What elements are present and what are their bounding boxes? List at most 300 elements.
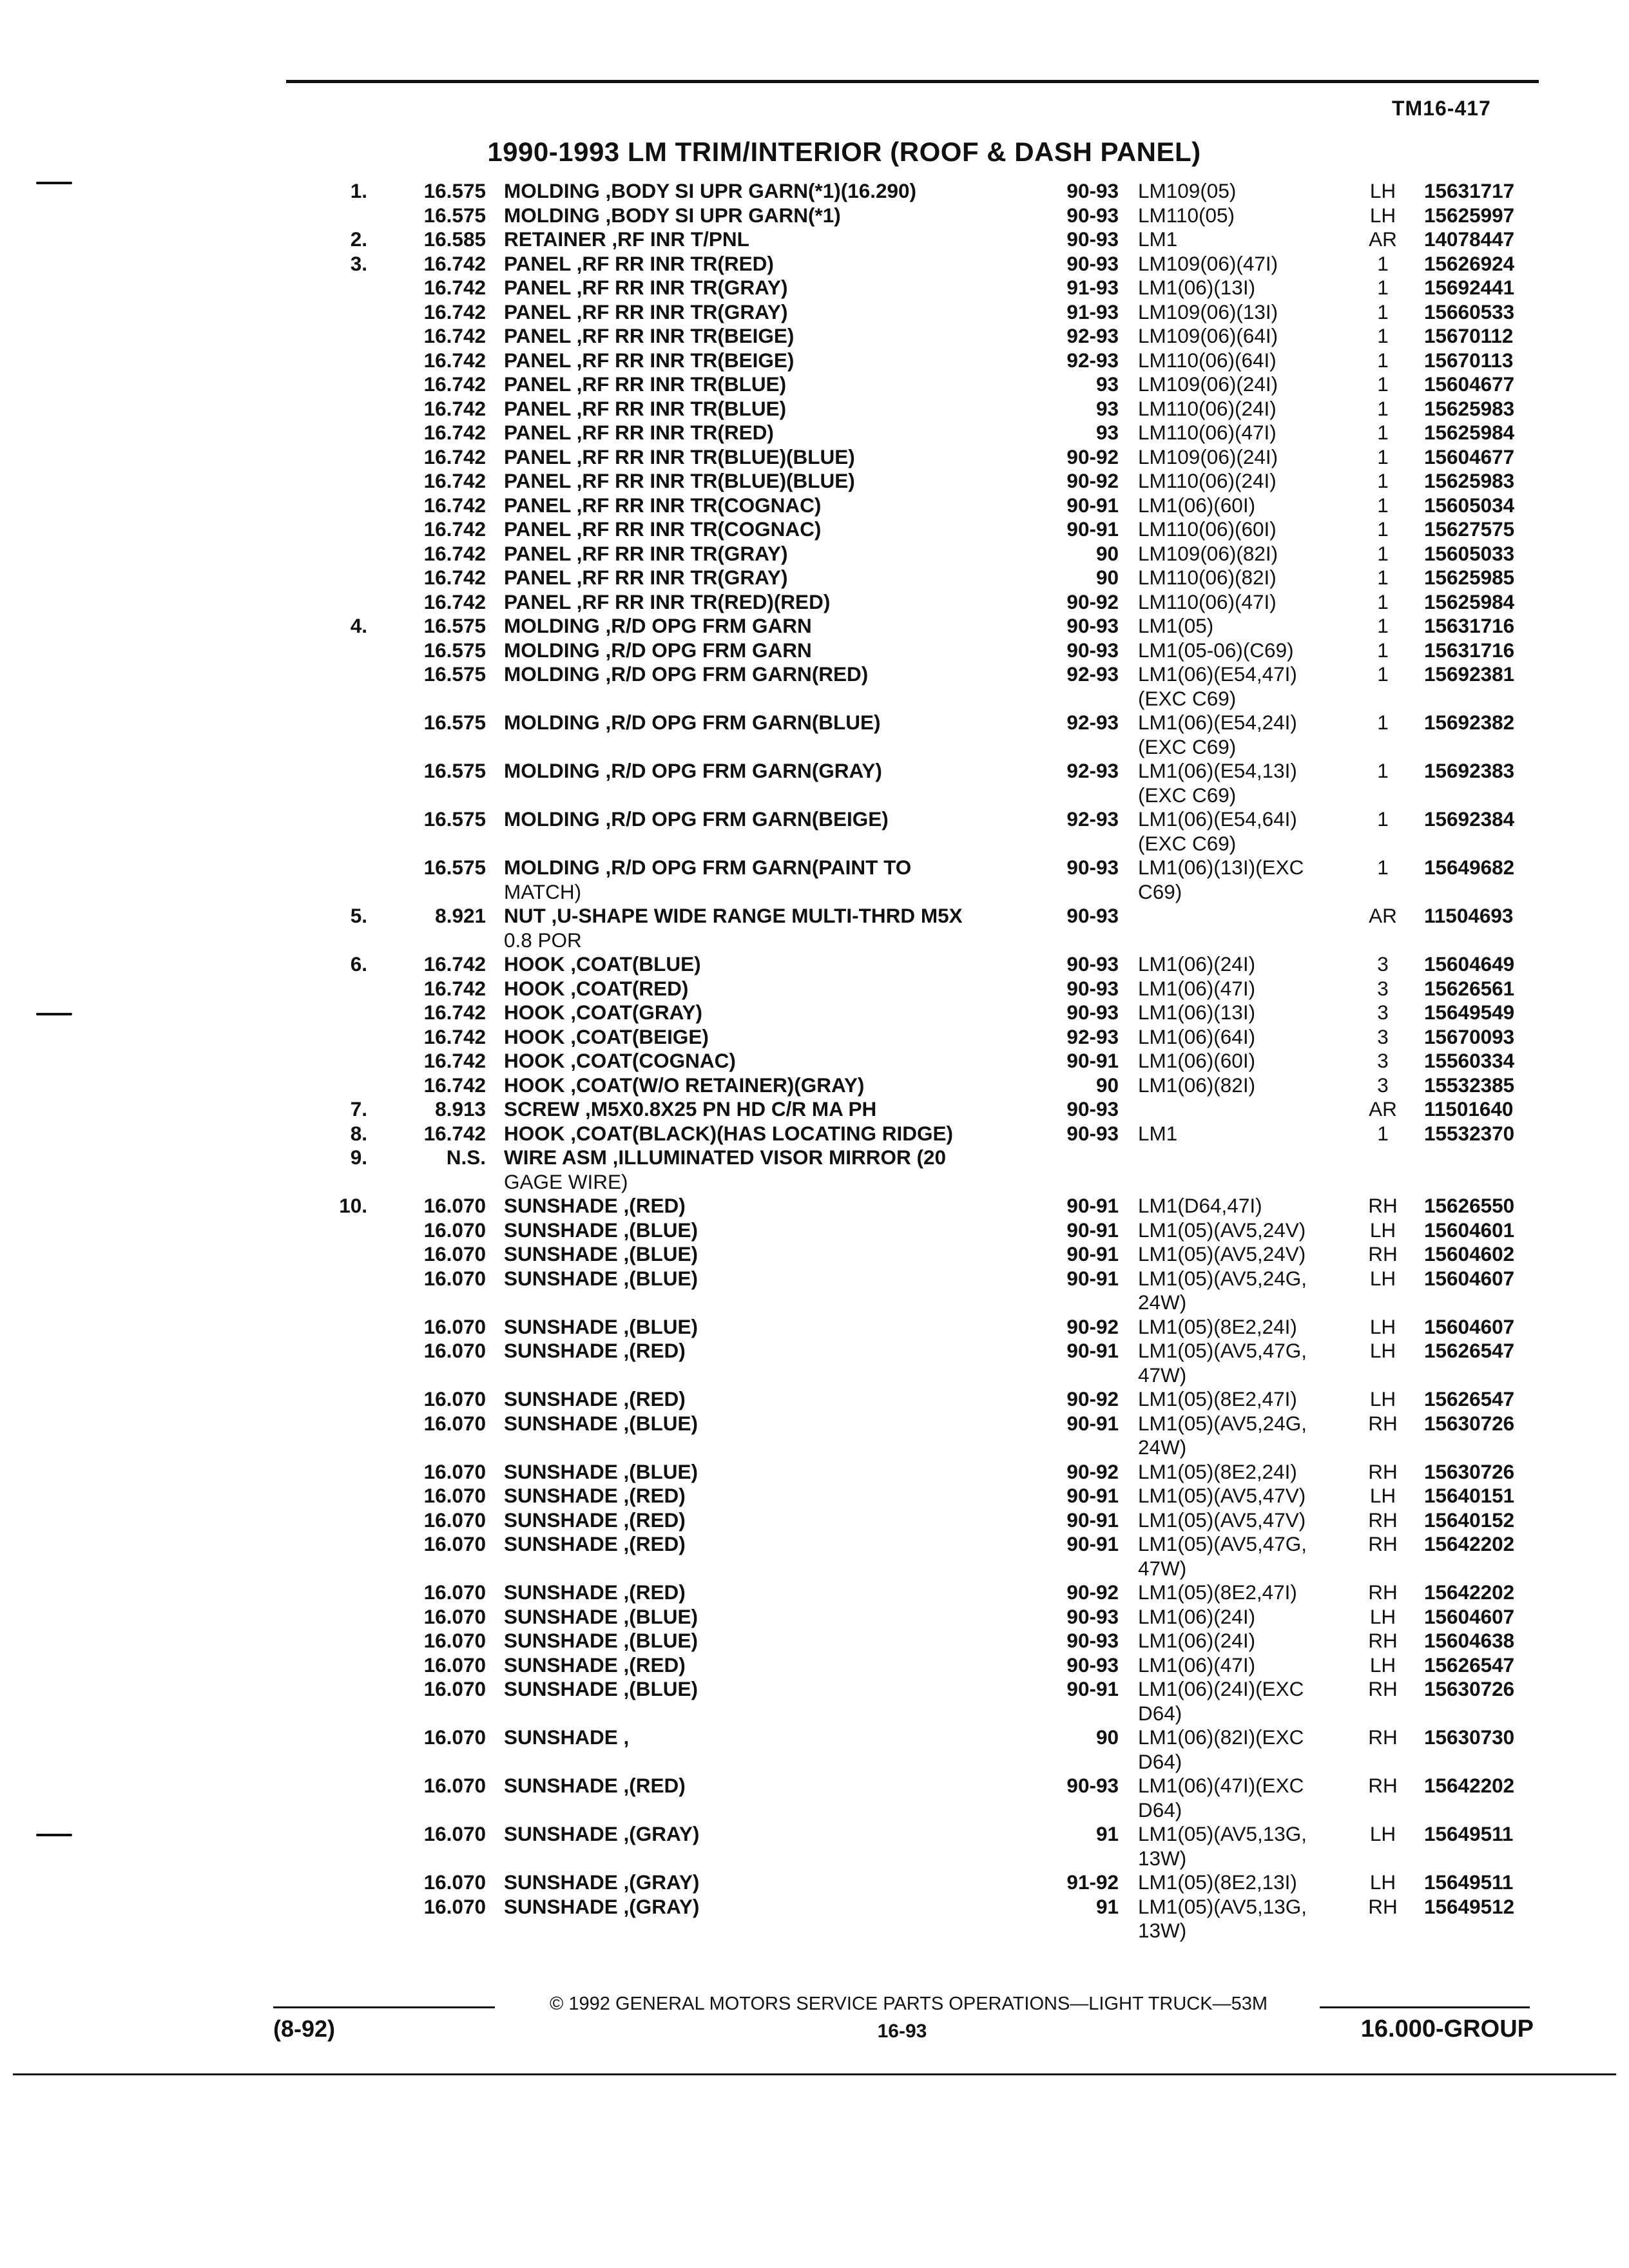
model-years: 90 xyxy=(1095,541,1119,565)
application: LM109(06)(24I) xyxy=(1138,445,1278,468)
quantity: LH xyxy=(1369,1870,1396,1894)
quantity: 1 xyxy=(1377,566,1389,589)
table-row xyxy=(0,372,1629,397)
part-number: 15625984 xyxy=(1424,421,1515,444)
part-description: MOLDING ,R/D OPG FRM GARN(GRAY) xyxy=(504,759,882,782)
quantity: 3 xyxy=(1377,976,1389,1000)
application: LM1(06)(13I)(EXC xyxy=(1138,856,1304,879)
application: LM110(06)(60I) xyxy=(1138,517,1277,541)
model-years: 92-93 xyxy=(1066,1024,1119,1048)
group-number: 16.070 xyxy=(423,1411,486,1435)
part-number: 15642202 xyxy=(1424,1532,1515,1555)
table-row xyxy=(0,421,1629,445)
group-number: 16.742 xyxy=(423,952,486,975)
quantity: 3 xyxy=(1377,1024,1389,1048)
table-row xyxy=(0,517,1629,542)
group-number: 16.575 xyxy=(423,759,486,782)
part-number: 15604677 xyxy=(1424,445,1515,468)
part-number: 15605033 xyxy=(1424,541,1515,565)
application: LM1(D64,47I) xyxy=(1138,1194,1262,1217)
group-number: 16.742 xyxy=(423,493,486,517)
part-number: 15604677 xyxy=(1424,372,1515,396)
model-years: 90-92 xyxy=(1066,1314,1119,1338)
model-years: 90-92 xyxy=(1066,445,1119,468)
model-years: 90-91 xyxy=(1066,1484,1119,1507)
group-number: 16.575 xyxy=(423,807,486,831)
part-description: SUNSHADE ,(BLUE) xyxy=(504,1242,699,1265)
application-continued: C69) xyxy=(1138,879,1182,903)
table-row xyxy=(0,1073,1629,1098)
quantity: 1 xyxy=(1377,711,1389,734)
group-number: 16.070 xyxy=(423,1629,486,1652)
part-description: HOOK ,COAT(BEIGE) xyxy=(504,1024,709,1048)
model-years: 90-91 xyxy=(1066,1218,1119,1242)
group-number: 16.742 xyxy=(423,324,486,347)
part-number: 15627575 xyxy=(1424,517,1515,541)
model-years: 90-93 xyxy=(1066,1604,1119,1628)
page-number: 16-93 xyxy=(877,2021,927,2042)
application: LM109(05) xyxy=(1138,179,1237,202)
application: LM1(06)(82I)(EXC xyxy=(1138,1725,1304,1749)
table-row xyxy=(0,614,1629,639)
table-row xyxy=(0,807,1629,856)
part-description: SCREW ,M5X0.8X25 PN HD C/R MA PH xyxy=(504,1097,877,1120)
application-continued: (EXC C69) xyxy=(1138,735,1237,758)
quantity: RH xyxy=(1368,1532,1398,1555)
table-row xyxy=(0,952,1629,977)
model-years: 93 xyxy=(1095,421,1119,444)
model-years: 93 xyxy=(1095,372,1119,396)
model-years: 91 xyxy=(1095,1894,1119,1918)
part-description: SUNSHADE ,(BLUE) xyxy=(504,1314,699,1338)
model-years: 92-93 xyxy=(1066,711,1119,734)
part-number: 15604649 xyxy=(1424,952,1515,975)
table-row xyxy=(0,494,1629,518)
application: LM1(06)(E54,13I) xyxy=(1138,759,1297,782)
application-continued: 47W) xyxy=(1138,1363,1187,1387)
table-row xyxy=(0,662,1629,711)
part-description: SUNSHADE ,(BLUE) xyxy=(504,1629,699,1652)
table-row xyxy=(0,1122,1629,1146)
item-number: 2. xyxy=(350,227,367,251)
application: LM1(06)(24I) xyxy=(1138,952,1256,975)
part-number: 15604607 xyxy=(1424,1314,1515,1338)
table-row xyxy=(0,1387,1629,1412)
part-description: SUNSHADE ,(BLUE) xyxy=(504,1677,699,1700)
part-number: 11504693 xyxy=(1424,904,1514,927)
part-description: PANEL ,RF RR INR TR(GRAY) xyxy=(504,566,788,589)
application: LM1(05)(AV5,24V) xyxy=(1138,1218,1306,1242)
quantity: 1 xyxy=(1377,807,1389,831)
part-description: PANEL ,RF RR INR TR(BLUE)(BLUE) xyxy=(504,469,855,492)
quantity: LH xyxy=(1369,1314,1396,1338)
model-years: 90-93 xyxy=(1066,952,1119,975)
part-number: 15631716 xyxy=(1424,638,1515,662)
part-number: 15692382 xyxy=(1424,711,1515,734)
group-number: 16.742 xyxy=(423,976,486,1000)
quantity: 1 xyxy=(1377,1121,1389,1145)
part-number: 15649549 xyxy=(1424,1001,1515,1024)
table-row xyxy=(0,590,1629,615)
part-description: SUNSHADE ,(BLUE) xyxy=(504,1411,699,1435)
quantity: 1 xyxy=(1377,421,1389,444)
margin-mark xyxy=(36,1834,72,1839)
table-row xyxy=(0,566,1629,590)
part-description: MOLDING ,R/D OPG FRM GARN xyxy=(504,638,812,662)
group-number: 8.913 xyxy=(435,1097,486,1120)
model-years: 90-92 xyxy=(1066,1387,1119,1410)
group-number: 16.742 xyxy=(423,372,486,396)
part-number: 15642202 xyxy=(1424,1581,1515,1604)
footer-rule-right xyxy=(1320,2006,1530,2008)
table-row xyxy=(0,1484,1629,1508)
group-number: 16.742 xyxy=(423,251,486,275)
part-description: SUNSHADE , xyxy=(504,1725,630,1749)
model-years: 90-91 xyxy=(1066,517,1119,541)
group-number: 16.070 xyxy=(423,1484,486,1507)
part-number: 15640152 xyxy=(1424,1508,1515,1532)
application-continued: D64) xyxy=(1138,1749,1182,1773)
part-number: 15692383 xyxy=(1424,759,1515,782)
quantity: RH xyxy=(1368,1459,1398,1483)
table-row xyxy=(0,349,1629,373)
part-number: 15604607 xyxy=(1424,1604,1515,1628)
part-description: PANEL ,RF RR INR TR(COGNAC) xyxy=(504,517,822,541)
part-number: 14078447 xyxy=(1424,227,1515,251)
quantity: 1 xyxy=(1377,251,1389,275)
application: LM1(05)(8E2,13I) xyxy=(1138,1870,1297,1894)
application: LM1(05)(AV5,24G, xyxy=(1138,1266,1307,1290)
group-number: 16.742 xyxy=(423,1049,486,1072)
group-number: 16.575 xyxy=(423,662,486,686)
group-number: 16.070 xyxy=(423,1774,486,1797)
application: LM110(06)(82I) xyxy=(1138,566,1277,589)
application: LM1(05)(8E2,24I) xyxy=(1138,1459,1297,1483)
quantity: 1 xyxy=(1377,324,1389,347)
part-description: PANEL ,RF RR INR TR(BEIGE) xyxy=(504,348,795,372)
quantity: RH xyxy=(1368,1725,1398,1749)
quantity: 1 xyxy=(1377,662,1389,686)
quantity: LH xyxy=(1369,1822,1396,1845)
parts-table xyxy=(0,179,1629,1943)
application-continued: 47W) xyxy=(1138,1556,1187,1580)
application: LM1(06)(24I) xyxy=(1138,1604,1256,1628)
model-years: 92-93 xyxy=(1066,324,1119,347)
group-number: 16.575 xyxy=(423,856,486,879)
part-description: PANEL ,RF RR INR TR(GRAY) xyxy=(504,541,788,565)
part-description: SUNSHADE ,(RED) xyxy=(504,1508,686,1532)
quantity: LH xyxy=(1369,1484,1396,1507)
part-description: SUNSHADE ,(RED) xyxy=(504,1194,686,1217)
quantity: LH xyxy=(1369,1653,1396,1677)
footer-date: (8-92) xyxy=(273,2015,336,2042)
part-number: 15626547 xyxy=(1424,1339,1515,1362)
application: LM109(06)(24I) xyxy=(1138,372,1278,396)
margin-mark xyxy=(36,182,72,187)
part-description: PANEL ,RF RR INR TR(RED) xyxy=(504,421,774,444)
quantity: LH xyxy=(1369,179,1396,202)
bottom-rule xyxy=(13,2073,1616,2075)
model-years: 90-93 xyxy=(1066,638,1119,662)
table-row xyxy=(0,1194,1629,1218)
part-number: 15625985 xyxy=(1424,566,1515,589)
application: LM1(06)(13I) xyxy=(1138,276,1256,299)
quantity: 3 xyxy=(1377,1049,1389,1072)
quantity: 1 xyxy=(1377,276,1389,299)
table-row xyxy=(0,1025,1629,1050)
group-label: 16.000-GROUP xyxy=(1360,2015,1534,2042)
part-description: SUNSHADE ,(GRAY) xyxy=(504,1870,700,1894)
part-number: 15631716 xyxy=(1424,614,1515,637)
group-number: 16.575 xyxy=(423,179,486,202)
application: LM1(05)(8E2,24I) xyxy=(1138,1314,1297,1338)
model-years: 90-91 xyxy=(1066,1194,1119,1217)
part-number: 15560334 xyxy=(1424,1049,1515,1072)
part-description: HOOK ,COAT(W/O RETAINER)(GRAY) xyxy=(504,1073,865,1097)
model-years: 90-93 xyxy=(1066,1774,1119,1797)
part-description: PANEL ,RF RR INR TR(GRAY) xyxy=(504,276,788,299)
part-number: 15670093 xyxy=(1424,1024,1515,1048)
group-number: 16.742 xyxy=(423,469,486,492)
quantity: RH xyxy=(1368,1508,1398,1532)
table-row xyxy=(0,904,1629,952)
model-years: 90-91 xyxy=(1066,1242,1119,1265)
item-number: 1. xyxy=(350,179,367,202)
group-number: 16.742 xyxy=(423,1001,486,1024)
application: LM109(06)(47I) xyxy=(1138,251,1278,275)
table-row xyxy=(0,977,1629,1001)
application: LM109(06)(64I) xyxy=(1138,324,1278,347)
table-row xyxy=(0,1097,1629,1122)
part-number: 15649682 xyxy=(1424,856,1515,879)
model-years: 90-93 xyxy=(1066,904,1119,927)
part-number: 15604607 xyxy=(1424,1266,1515,1290)
quantity: RH xyxy=(1368,1411,1398,1435)
part-number: 15626561 xyxy=(1424,976,1515,1000)
part-number: 15692384 xyxy=(1424,807,1515,831)
table-row xyxy=(0,542,1629,566)
application: LM1(06)(60I) xyxy=(1138,493,1256,517)
group-number: 16.070 xyxy=(423,1870,486,1894)
quantity: 1 xyxy=(1377,396,1389,420)
group-number: 16.070 xyxy=(423,1822,486,1845)
quantity: RH xyxy=(1368,1242,1398,1265)
application-continued: 13W) xyxy=(1138,1846,1187,1870)
part-number: 15625997 xyxy=(1424,203,1515,227)
application: LM1(05)(AV5,24G, xyxy=(1138,1411,1307,1435)
part-description: SUNSHADE ,(BLUE) xyxy=(504,1604,699,1628)
table-row xyxy=(0,179,1629,204)
part-number: 15630726 xyxy=(1424,1411,1515,1435)
part-description: PANEL ,RF RR INR TR(BLUE)(BLUE) xyxy=(504,445,855,468)
part-description: PANEL ,RF RR INR TR(BLUE) xyxy=(504,372,787,396)
part-description-continued: GAGE WIRE) xyxy=(504,1169,628,1193)
part-description: SUNSHADE ,(BLUE) xyxy=(504,1218,699,1242)
model-years: 91-93 xyxy=(1066,276,1119,299)
application: LM109(06)(82I) xyxy=(1138,541,1278,565)
quantity: 1 xyxy=(1377,614,1389,637)
application: LM1(06)(E54,47I) xyxy=(1138,662,1297,686)
application-continued: (EXC C69) xyxy=(1138,686,1237,710)
part-description: HOOK ,COAT(COGNAC) xyxy=(504,1049,736,1072)
application: LM1(06)(E54,24I) xyxy=(1138,711,1297,734)
table-row xyxy=(0,1242,1629,1267)
part-description: SUNSHADE ,(GRAY) xyxy=(504,1894,700,1918)
part-description: MOLDING ,R/D OPG FRM GARN(BEIGE) xyxy=(504,807,889,831)
quantity: AR xyxy=(1369,1097,1397,1120)
item-number: 8. xyxy=(350,1121,367,1145)
model-years: 90-91 xyxy=(1066,1049,1119,1072)
table-row xyxy=(0,204,1629,228)
table-row xyxy=(0,1339,1629,1387)
table-row xyxy=(0,1146,1629,1194)
group-number: 16.742 xyxy=(423,348,486,372)
item-number: 4. xyxy=(350,614,367,637)
quantity: LH xyxy=(1369,1218,1396,1242)
application: LM1(05)(AV5,47G, xyxy=(1138,1532,1307,1555)
footer-copyright: © 1992 GENERAL MOTORS SERVICE PARTS OPERATIONS—LIGHT TRUCK—53M xyxy=(550,1994,1268,2014)
part-description: MOLDING ,BODY SI UPR GARN(*1)(16.290) xyxy=(504,179,917,202)
application-continued: 13W) xyxy=(1138,1919,1187,1942)
part-number: 15631717 xyxy=(1424,179,1515,202)
item-number: 10. xyxy=(339,1194,367,1217)
group-number: 16.742 xyxy=(423,396,486,420)
model-years: 90-92 xyxy=(1066,1459,1119,1483)
application-continued: D64) xyxy=(1138,1798,1182,1821)
table-row xyxy=(0,1532,1629,1581)
item-number: 7. xyxy=(350,1097,367,1120)
group-number: 16.070 xyxy=(423,1339,486,1362)
application-continued: (EXC C69) xyxy=(1138,831,1237,855)
group-number: 16.585 xyxy=(423,227,486,251)
table-row xyxy=(0,300,1629,325)
quantity: 1 xyxy=(1377,300,1389,323)
model-years: 90-91 xyxy=(1066,1411,1119,1435)
model-years: 90-93 xyxy=(1066,1097,1119,1120)
model-years: 90-92 xyxy=(1066,590,1119,613)
model-years: 90-91 xyxy=(1066,1508,1119,1532)
model-years: 90-93 xyxy=(1066,856,1119,879)
quantity: 1 xyxy=(1377,638,1389,662)
application: LM110(06)(64I) xyxy=(1138,348,1277,372)
group-number: 16.742 xyxy=(423,541,486,565)
model-years: 92-93 xyxy=(1066,759,1119,782)
model-years: 92-93 xyxy=(1066,662,1119,686)
group-number: 16.742 xyxy=(423,421,486,444)
model-years: 90-93 xyxy=(1066,1629,1119,1652)
part-number: 15604638 xyxy=(1424,1629,1515,1652)
application: LM1(06)(82I) xyxy=(1138,1073,1256,1097)
table-row xyxy=(0,1508,1629,1533)
table-row xyxy=(0,1870,1629,1895)
part-number: 15630726 xyxy=(1424,1459,1515,1483)
quantity: 1 xyxy=(1377,372,1389,396)
model-years: 90-93 xyxy=(1066,1121,1119,1145)
part-number: 15660533 xyxy=(1424,300,1515,323)
table-row xyxy=(0,1725,1629,1774)
part-description: HOOK ,COAT(BLUE) xyxy=(504,952,701,975)
application: LM1(05)(AV5,24V) xyxy=(1138,1242,1306,1265)
part-number: 15692441 xyxy=(1424,276,1515,299)
part-number: 15626550 xyxy=(1424,1194,1515,1217)
part-number: 15626547 xyxy=(1424,1387,1515,1410)
table-row xyxy=(0,1629,1629,1653)
group-number: 16.070 xyxy=(423,1894,486,1918)
part-description: SUNSHADE ,(RED) xyxy=(504,1339,686,1362)
part-number: 15670113 xyxy=(1424,348,1514,372)
part-number: 15630726 xyxy=(1424,1677,1515,1700)
part-description: WIRE ASM ,ILLUMINATED VISOR MIRROR (20 xyxy=(504,1146,947,1169)
part-number: 15532385 xyxy=(1424,1073,1515,1097)
part-description: SUNSHADE ,(GRAY) xyxy=(504,1822,700,1845)
quantity: AR xyxy=(1369,227,1397,251)
part-number: 15532370 xyxy=(1424,1121,1515,1145)
table-row xyxy=(0,1822,1629,1870)
model-years: 91 xyxy=(1095,1822,1119,1845)
application: LM110(06)(47I) xyxy=(1138,421,1277,444)
part-number: 15630730 xyxy=(1424,1725,1515,1749)
model-years: 90-93 xyxy=(1066,227,1119,251)
quantity: 1 xyxy=(1377,469,1389,492)
application: LM1(06)(47I)(EXC xyxy=(1138,1774,1304,1797)
quantity: 1 xyxy=(1377,541,1389,565)
item-number: 9. xyxy=(350,1146,367,1169)
quantity: 3 xyxy=(1377,1073,1389,1097)
part-number: 15604601 xyxy=(1424,1218,1515,1242)
application: LM1(05-06)(C69) xyxy=(1138,638,1294,662)
model-years: 90-91 xyxy=(1066,1677,1119,1700)
group-number: 16.742 xyxy=(423,1073,486,1097)
quantity: AR xyxy=(1369,904,1397,927)
group-number: 16.575 xyxy=(423,203,486,227)
model-years: 90-93 xyxy=(1066,614,1119,637)
application: LM1(05)(AV5,47G, xyxy=(1138,1339,1307,1362)
group-number: 16.070 xyxy=(423,1242,486,1265)
part-description: SUNSHADE ,(BLUE) xyxy=(504,1266,699,1290)
part-description: PANEL ,RF RR INR TR(RED) xyxy=(504,251,774,275)
part-description: RETAINER ,RF INR T/PNL xyxy=(504,227,749,251)
model-years: 90-92 xyxy=(1066,1581,1119,1604)
page-title: 1990-1993 LM TRIM/INTERIOR (ROOF & DASH PANEL) xyxy=(487,137,1201,167)
table-row xyxy=(0,1460,1629,1485)
quantity: 1 xyxy=(1377,348,1389,372)
group-number: 16.742 xyxy=(423,1024,486,1048)
application-continued: D64) xyxy=(1138,1701,1182,1725)
application: LM1(05)(AV5,13G, xyxy=(1138,1822,1307,1845)
part-description: SUNSHADE ,(RED) xyxy=(504,1774,686,1797)
application: LM110(05) xyxy=(1138,203,1235,227)
application: LM1(05)(8E2,47I) xyxy=(1138,1581,1297,1604)
quantity: 1 xyxy=(1377,590,1389,613)
group-number: 16.070 xyxy=(423,1653,486,1677)
table-row xyxy=(0,1315,1629,1340)
group-number: 16.742 xyxy=(423,1121,486,1145)
part-description: PANEL ,RF RR INR TR(RED)(RED) xyxy=(504,590,831,613)
table-row xyxy=(0,639,1629,663)
part-description: HOOK ,COAT(BLACK)(HAS LOCATING RIDGE) xyxy=(504,1121,954,1145)
part-description-continued: MATCH) xyxy=(504,879,582,903)
part-number: 15625984 xyxy=(1424,590,1515,613)
group-number: 16.742 xyxy=(423,300,486,323)
model-years: 92-93 xyxy=(1066,807,1119,831)
table-row xyxy=(0,1049,1629,1073)
group-number: 16.575 xyxy=(423,638,486,662)
model-years: 91-92 xyxy=(1066,1870,1119,1894)
part-number: 15649511 xyxy=(1424,1822,1514,1845)
quantity: 1 xyxy=(1377,493,1389,517)
part-description: HOOK ,COAT(RED) xyxy=(504,976,689,1000)
group-number: 16.070 xyxy=(423,1581,486,1604)
